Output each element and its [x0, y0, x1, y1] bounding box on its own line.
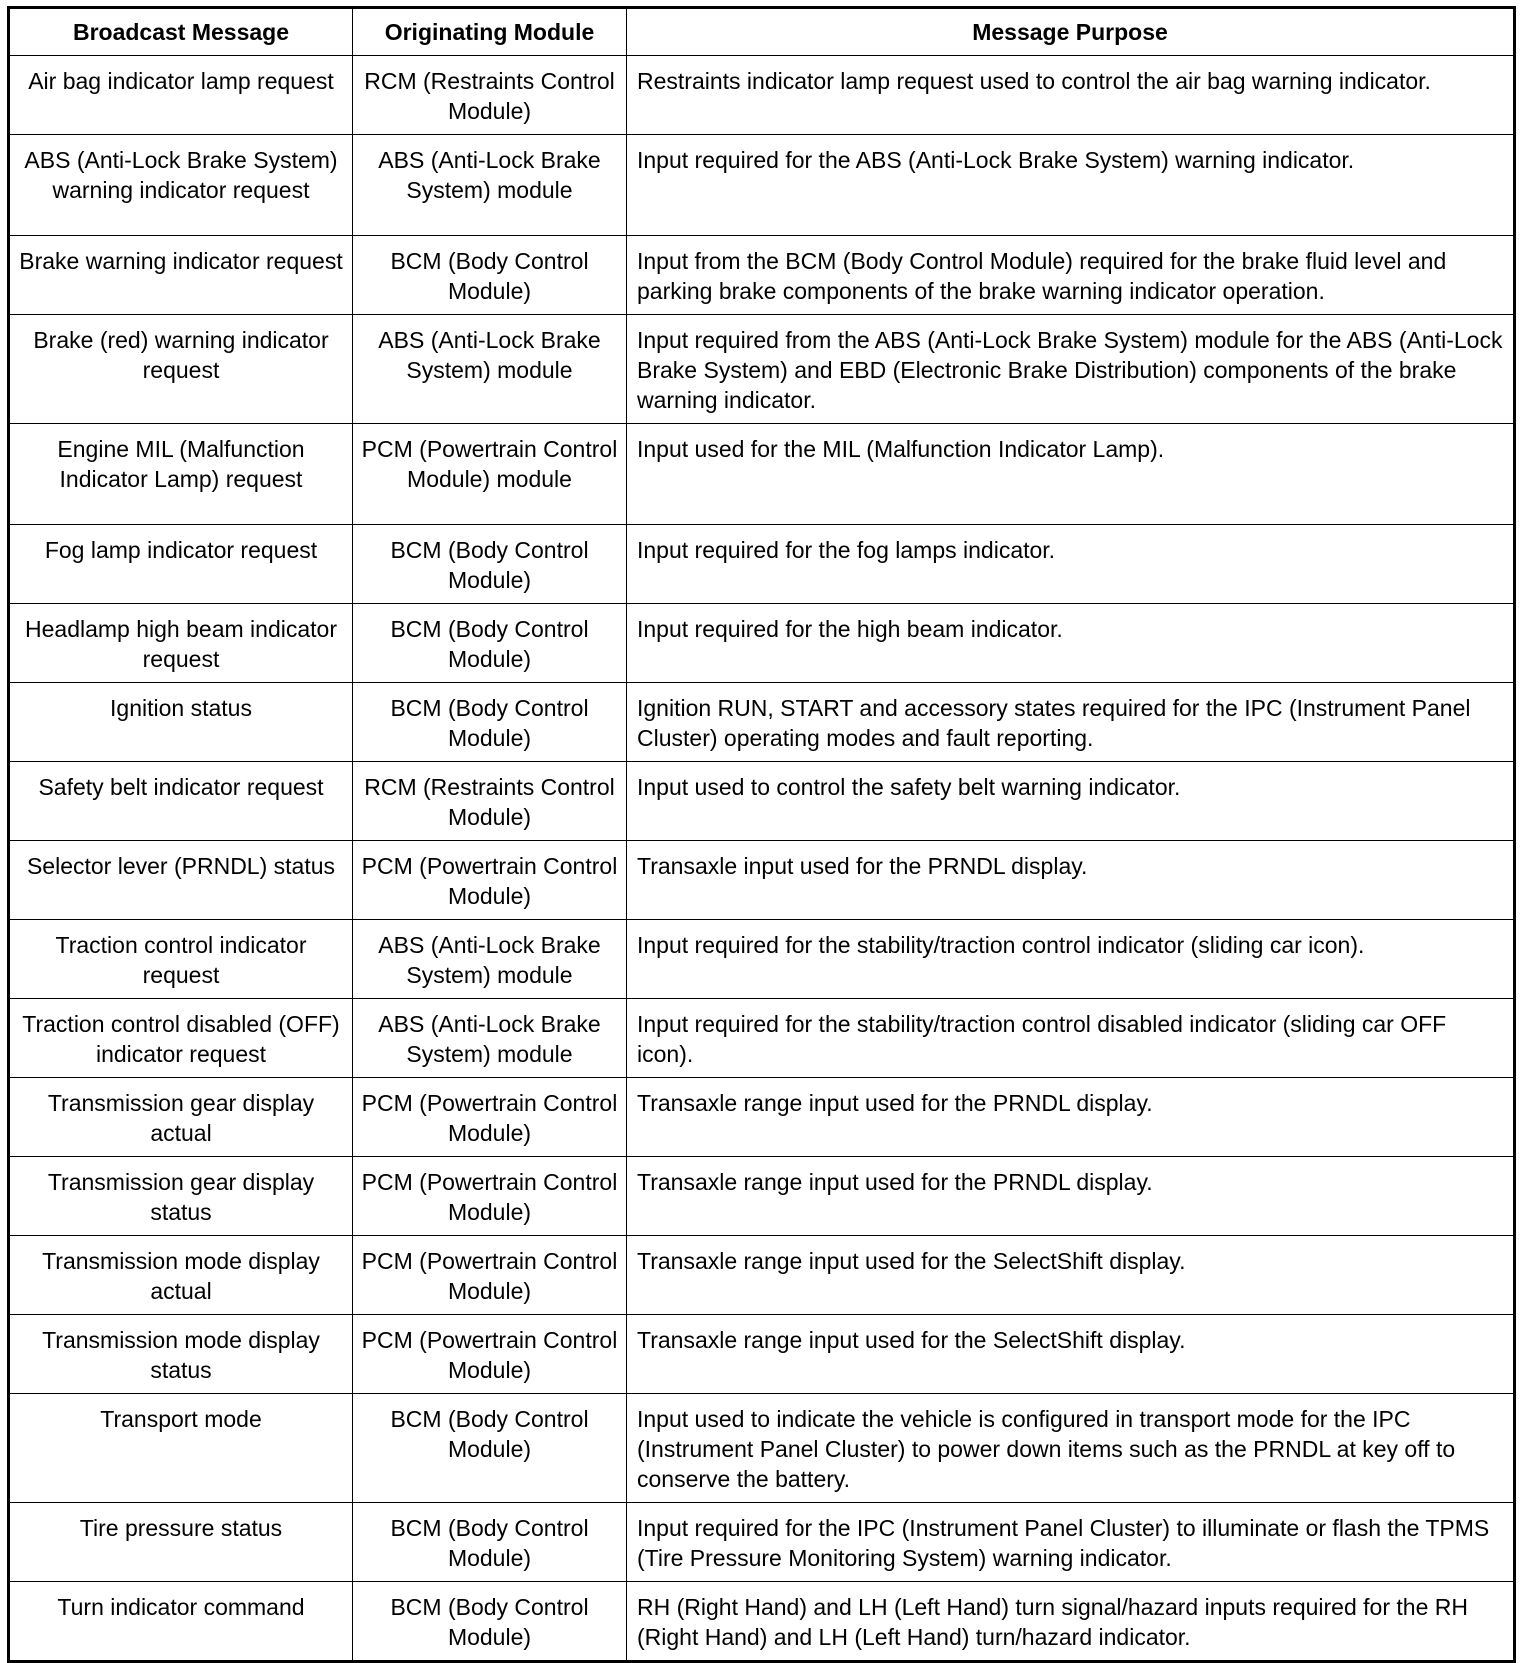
originating-module-cell: BCM (Body Control Module) [353, 1582, 627, 1662]
table-row [9, 135, 1515, 236]
broadcast-message-cell: Brake warning indicator request [9, 236, 353, 315]
message-purpose-cell: Input required for the fog lamps indicator. [627, 525, 1515, 604]
message-purpose-cell: Input required for the stability/traction control disabled indicator (sliding car OFF icon). [627, 999, 1515, 1078]
broadcast-message-cell: Air bag indicator lamp request [9, 56, 353, 135]
table-row [9, 604, 1515, 683]
message-purpose-cell: Transaxle range input used for the SelectShift display. [627, 1236, 1515, 1315]
broadcast-message-cell: Transmission mode display actual [9, 1236, 353, 1315]
originating-module-cell: PCM (Powertrain Control Module) [353, 841, 627, 920]
originating-module-cell: BCM (Body Control Module) [353, 236, 627, 315]
broadcast-message-cell: Transmission gear display status [9, 1157, 353, 1236]
originating-module-cell: ABS (Anti-Lock Brake System) module [353, 315, 627, 424]
table-header [9, 8, 1515, 56]
originating-module-cell: BCM (Body Control Module) [353, 604, 627, 683]
message-purpose-cell: Restraints indicator lamp request used to control the air bag warning indicator. [627, 56, 1515, 135]
table-row [9, 683, 1515, 762]
originating-module-cell: PCM (Powertrain Control Module) [353, 1315, 627, 1394]
table-row [9, 424, 1515, 525]
originating-module-cell: BCM (Body Control Module) [353, 683, 627, 762]
table-row [9, 525, 1515, 604]
message-purpose-cell: Input required for the stability/traction control indicator (sliding car icon). [627, 920, 1515, 999]
broadcast-message-cell: Transport mode [9, 1394, 353, 1503]
originating-module-cell: PCM (Powertrain Control Module) [353, 1078, 627, 1157]
broadcast-message-cell: Tire pressure status [9, 1503, 353, 1582]
header-originating-module: Originating Module [353, 8, 627, 56]
originating-module-cell: PCM (Powertrain Control Module) [353, 1157, 627, 1236]
message-purpose-cell: Transaxle range input used for the SelectShift display. [627, 1315, 1515, 1394]
message-purpose-cell: Input used to indicate the vehicle is configured in transport mode for the IPC (Instrument Panel Cluster) to power down items such as the PRNDL at key off to conserve the battery. [627, 1394, 1515, 1503]
message-purpose-cell: Input from the BCM (Body Control Module) required for the brake fluid level and parking brake components of the brake warning indicator operation. [627, 236, 1515, 315]
broadcast-message-cell: Engine MIL (Malfunction Indicator Lamp) request [9, 424, 353, 525]
originating-module-cell: RCM (Restraints Control Module) [353, 762, 627, 841]
message-purpose-cell: Input required from the ABS (Anti-Lock Brake System) module for the ABS (Anti-Lock Brake System) and EBD (Electronic Brake Distribution) components of the brake warning indicator. [627, 315, 1515, 424]
message-purpose-cell: Input required for the high beam indicator. [627, 604, 1515, 683]
table-row [9, 1236, 1515, 1315]
originating-module-cell: PCM (Powertrain Control Module) [353, 1236, 627, 1315]
broadcast-message-cell: Turn indicator command [9, 1582, 353, 1662]
broadcast-message-cell: Transmission gear display actual [9, 1078, 353, 1157]
header-broadcast-message: Broadcast Message [9, 8, 353, 56]
broadcast-message-cell: Safety belt indicator request [9, 762, 353, 841]
broadcast-message-cell: ABS (Anti-Lock Brake System) warning indicator request [9, 135, 353, 236]
message-purpose-cell: RH (Right Hand) and LH (Left Hand) turn signal/hazard inputs required for the RH (Right Hand) and LH (Left Hand) turn/hazard indicator. [627, 1582, 1515, 1662]
table-row [9, 999, 1515, 1078]
originating-module-cell: BCM (Body Control Module) [353, 1394, 627, 1503]
table-row [9, 1582, 1515, 1662]
table-row [9, 762, 1515, 841]
broadcast-message-table [7, 6, 1516, 1663]
table-row [9, 1315, 1515, 1394]
originating-module-cell: ABS (Anti-Lock Brake System) module [353, 920, 627, 999]
header-row [9, 8, 1515, 56]
table-row [9, 1078, 1515, 1157]
table-row [9, 1394, 1515, 1503]
message-purpose-cell: Transaxle input used for the PRNDL display. [627, 841, 1515, 920]
message-purpose-cell: Transaxle range input used for the PRNDL display. [627, 1078, 1515, 1157]
table-row [9, 1157, 1515, 1236]
originating-module-cell: PCM (Powertrain Control Module) module [353, 424, 627, 525]
message-purpose-cell: Input required for the ABS (Anti-Lock Brake System) warning indicator. [627, 135, 1515, 236]
originating-module-cell: BCM (Body Control Module) [353, 525, 627, 604]
originating-module-cell: BCM (Body Control Module) [353, 1503, 627, 1582]
table-row [9, 236, 1515, 315]
broadcast-message-cell: Traction control disabled (OFF) indicator request [9, 999, 353, 1078]
broadcast-message-cell: Selector lever (PRNDL) status [9, 841, 353, 920]
table-row [9, 56, 1515, 135]
message-purpose-cell: Input used for the MIL (Malfunction Indicator Lamp). [627, 424, 1515, 525]
message-purpose-cell: Input required for the IPC (Instrument Panel Cluster) to illuminate or flash the TPMS (Tire Pressure Monitoring System) warning indicator. [627, 1503, 1515, 1582]
broadcast-message-cell: Ignition status [9, 683, 353, 762]
originating-module-cell: ABS (Anti-Lock Brake System) module [353, 999, 627, 1078]
table-row [9, 1503, 1515, 1582]
broadcast-message-cell: Fog lamp indicator request [9, 525, 353, 604]
broadcast-message-cell: Transmission mode display status [9, 1315, 353, 1394]
message-purpose-cell: Input used to control the safety belt warning indicator. [627, 762, 1515, 841]
table-row [9, 315, 1515, 424]
broadcast-message-cell: Brake (red) warning indicator request [9, 315, 353, 424]
message-purpose-cell: Transaxle range input used for the PRNDL display. [627, 1157, 1515, 1236]
header-message-purpose: Message Purpose [627, 8, 1515, 56]
table-row [9, 920, 1515, 999]
table-row [9, 841, 1515, 920]
broadcast-message-cell: Traction control indicator request [9, 920, 353, 999]
broadcast-message-cell: Headlamp high beam indicator request [9, 604, 353, 683]
message-purpose-cell: Ignition RUN, START and accessory states required for the IPC (Instrument Panel Cluster) operating modes and fault reporting. [627, 683, 1515, 762]
originating-module-cell: RCM (Restraints Control Module) [353, 56, 627, 135]
originating-module-cell: ABS (Anti-Lock Brake System) module [353, 135, 627, 236]
table-body [9, 56, 1515, 1662]
